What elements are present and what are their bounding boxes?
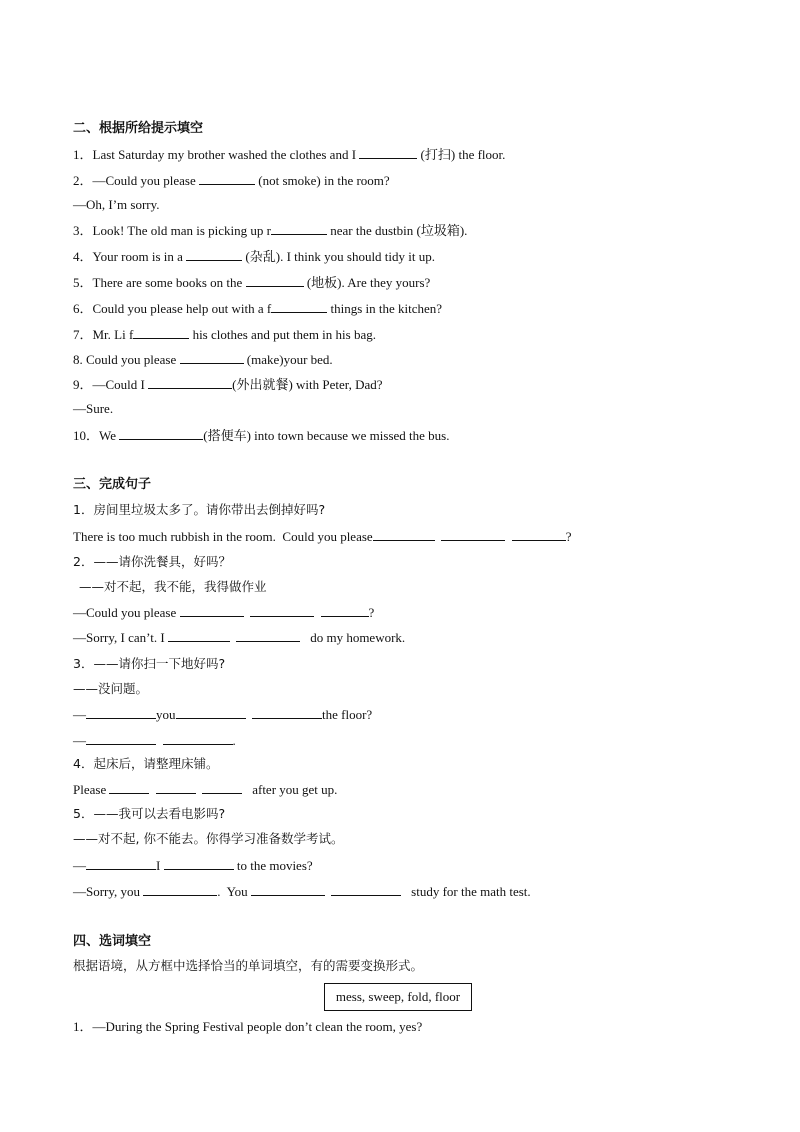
text: 2．—Could you please — [73, 173, 200, 188]
text: — — [73, 733, 86, 748]
answer-blank[interactable] — [250, 604, 314, 617]
answer-blank[interactable] — [168, 629, 230, 642]
s3-question-5 — [73, 857, 313, 874]
s2-question-7 — [73, 326, 376, 343]
s3-q4-chinese: 4．起床后，请整理床铺。 — [73, 756, 219, 771]
s3-question-2-reply — [73, 629, 405, 646]
text: Please — [73, 782, 110, 797]
answer-blank[interactable] — [186, 248, 242, 261]
section-3-title: 三、完成句子 — [73, 477, 152, 492]
text: —Could you please — [73, 605, 180, 620]
s2-question-3 — [73, 222, 467, 239]
text: — — [73, 858, 86, 873]
s3-question-3-reply — [73, 732, 236, 749]
s3-q5-chinese: 5．——我可以去看电影吗? — [73, 806, 226, 821]
answer-blank[interactable] — [109, 781, 149, 794]
section-2-title: 二、根据所给提示填空 — [73, 121, 204, 136]
text: his clothes and put them in his bag. — [189, 327, 376, 342]
text: 8. Could you please — [73, 352, 180, 367]
text: 4．Your room is in a — [73, 249, 187, 264]
text: (搭便车) into town because we missed the bus. — [203, 428, 450, 443]
text: (打扫) the floor. — [417, 147, 506, 162]
text: 3．Look! The old man is picking up r — [73, 223, 271, 238]
text: (make)your bed. — [243, 352, 333, 367]
s3-q1-chinese: 1．房间里垃圾太多了。请你带出去倒掉好吗? — [73, 502, 326, 517]
text: There is too much rubbish in the room. Could you please — [73, 529, 373, 544]
answer-blank[interactable] — [373, 528, 435, 541]
answer-blank[interactable] — [143, 883, 217, 896]
text: ? — [368, 605, 375, 620]
s3-question-2 — [73, 604, 374, 621]
s3-question-1 — [73, 528, 571, 545]
text: 10．We — [73, 428, 120, 443]
text: 9．—Could I — [73, 377, 149, 392]
section-4-title: 四、选词填空 — [73, 934, 152, 949]
s2-question-9 — [73, 376, 383, 393]
text: I — [156, 858, 164, 873]
s3-q3-chinese-reply: ——没问题。 — [73, 681, 149, 696]
answer-blank[interactable] — [252, 706, 322, 719]
s2-question-8 — [73, 351, 333, 368]
s3-q5-chinese-reply: ——对不起, 你不能去。你得学习准备数学考试。 — [73, 831, 344, 846]
answer-blank[interactable] — [180, 604, 244, 617]
text: to the movies? — [233, 858, 313, 873]
answer-blank[interactable] — [512, 528, 566, 541]
s2-question-4 — [73, 248, 435, 265]
text: —Sorry, you — [73, 884, 144, 899]
text: 5．There are some books on the — [73, 275, 246, 290]
answer-blank[interactable] — [441, 528, 505, 541]
s2-question-5 — [73, 274, 430, 291]
s3-question-3 — [73, 706, 372, 723]
answer-blank[interactable] — [86, 706, 156, 719]
answer-blank[interactable] — [331, 883, 401, 896]
answer-blank[interactable] — [86, 857, 156, 870]
answer-blank[interactable] — [176, 706, 246, 719]
s3-q3-chinese: 3．——请你扫一下地好吗? — [73, 656, 226, 671]
text: (杂乱). I think you should tidy it up. — [242, 249, 436, 264]
text: . You — [217, 884, 251, 899]
text: —Sorry, I can’t. I — [73, 630, 168, 645]
text: ? — [565, 529, 572, 544]
s2-question-1 — [73, 146, 505, 163]
text: the floor? — [322, 707, 373, 722]
text: 1．Last Saturday my brother washed the clothes and I — [73, 147, 360, 162]
text: do my homework. — [306, 630, 406, 645]
answer-blank[interactable] — [202, 781, 242, 794]
s4-question-1: 1．—During the Spring Festival people don’t clean the room, yes? — [73, 1019, 423, 1034]
answer-blank[interactable] — [133, 326, 189, 339]
answer-blank[interactable] — [236, 629, 300, 642]
word-bank-box: mess, sweep, fold, floor — [324, 983, 472, 1011]
answer-blank[interactable] — [164, 857, 234, 870]
text: near the dustbin (垃圾箱). — [326, 223, 468, 238]
answer-blank[interactable] — [180, 351, 244, 364]
answer-blank[interactable] — [359, 146, 417, 159]
answer-blank[interactable] — [321, 604, 369, 617]
text: (外出就餐) with Peter, Dad? — [232, 377, 383, 392]
answer-blank[interactable] — [246, 274, 304, 287]
text: you — [156, 707, 176, 722]
s2-question-2-reply: —Oh, I’m sorry. — [73, 197, 160, 212]
text: . — [232, 733, 236, 748]
answer-blank[interactable] — [86, 732, 156, 745]
s3-q2-chinese-reply: ——对不起，我不能，我得做作业 — [79, 579, 267, 594]
answer-blank[interactable] — [163, 732, 233, 745]
answer-blank[interactable] — [148, 376, 232, 389]
s3-question-5-reply — [73, 883, 531, 900]
answer-blank[interactable] — [119, 427, 203, 440]
answer-blank[interactable] — [271, 300, 327, 313]
text: 6．Could you please help out with a f — [73, 301, 272, 316]
answer-blank[interactable] — [156, 781, 196, 794]
s2-question-9-reply: —Sure. — [73, 401, 114, 416]
text: (not smoke) in the room? — [255, 173, 390, 188]
s3-question-4 — [73, 781, 337, 798]
text: things in the kitchen? — [327, 301, 443, 316]
answer-blank[interactable] — [251, 883, 325, 896]
answer-blank[interactable] — [271, 222, 327, 235]
text: after you get up. — [248, 782, 338, 797]
text: 7．Mr. Li f — [73, 327, 134, 342]
s3-q2-chinese: 2．——请你洗餐具，好吗？ — [73, 554, 231, 569]
s2-question-10 — [73, 427, 449, 444]
s2-question-6 — [73, 300, 442, 317]
text: — — [73, 707, 86, 722]
text: study for the math test. — [407, 884, 531, 899]
answer-blank[interactable] — [199, 172, 255, 185]
text: (地板). Are they yours? — [303, 275, 431, 290]
s4-instruction: 根据语境，从方框中选择恰当的单词填空，有的需要变换形式。 — [73, 958, 424, 973]
s2-question-2 — [73, 172, 390, 189]
